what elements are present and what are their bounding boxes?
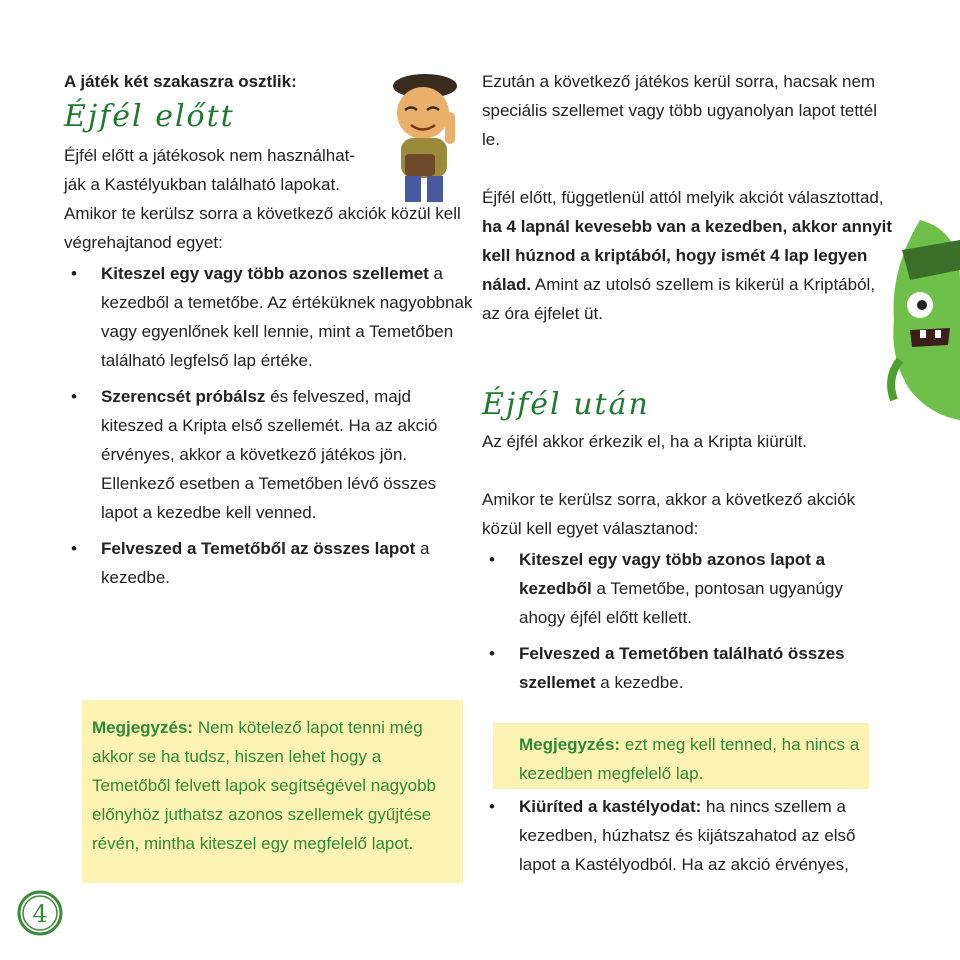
list-item: • Felveszed a Temetőben található összes szellemet a kezedbe. xyxy=(482,639,864,697)
intro-text: A játék két szakaszra osztlik: xyxy=(64,72,297,91)
right-action-list xyxy=(482,545,897,697)
note-text: Nem kötelező lapot tenni még akkor se ha tudsz, hiszen lehet hogy a Temetőből felvett lapok segítségével nagyobb előnyhöz juthatsz azonos szellemek gyűjtése révén, mintha kiteszel egy megfelelő lapot. xyxy=(92,718,437,853)
right-action-list-continued xyxy=(482,792,897,879)
left-action-list xyxy=(64,259,474,592)
paragraph-before-midnight-1: Éjfél előtt a játékosok nem használhat- ják a Kastélyukban található lapokat. xyxy=(64,146,356,194)
page-number-badge xyxy=(16,889,64,937)
note-text: ezt meg kell tenned, ha nincs a kezedben megfelelő lap. xyxy=(519,735,860,783)
list-item: • Kiteszel egy vagy több azonos lapot a kezedből a Temetőbe, pontosan ugyanúgy ahogy éjfél előtt kellett. xyxy=(482,545,864,632)
paragraph-draw-rule: Éjfél előtt, függetlenül attól melyik akciót választottad, ha 4 lapnál kevesebb van a kezedben, akkor annyit kell húznod a kriptából, hogy ismét 4 lap legyen nálad. Amint az utolsó szellem is kikerül a Kriptából, az óra éjfelet üt. xyxy=(482,188,893,323)
note-label: Megjegyzés: xyxy=(92,718,194,737)
right-column xyxy=(482,67,897,697)
heading-before-midnight: Éjfél előtt xyxy=(64,99,235,134)
paragraph-next-player: Ezután a következő játékos kerül sorra, hacsak nem speciális szellemet vagy több ugyanolyan lapot tettél le. xyxy=(482,72,878,149)
paragraph-actions-after: Amikor te kerülsz sorra, akkor a következő akciók közül kell egyet választanod: xyxy=(482,490,856,538)
list-item: • Kiüríted a kastélyodat: ha nincs szellem a kezedben, húzhatsz és kijátszahatod az első lapot a Kastélyodból. Ha az akció érvényes, xyxy=(482,792,864,879)
list-item: • Felveszed a Temetőből az összes lapot a kezedbe. xyxy=(64,534,456,592)
note-label: Megjegyzés: xyxy=(519,735,621,754)
paragraph-after-midnight: Az éjfél akkor érkezik el, ha a Kripta kiürült. xyxy=(482,432,808,451)
ghost-boy-illustration xyxy=(375,68,475,208)
paragraph-actions-intro: Amikor te kerülsz sorra a következő akciók közül kell végrehajtanod egyet: xyxy=(64,204,461,252)
green-ghost-illustration xyxy=(880,210,960,430)
note-box-left xyxy=(82,700,463,883)
list-item: • Szerencsét próbálsz és felveszed, majd kiteszed a Kripta első szellemét. Ha az akció érvényes, akkor a következő játékos jön. Ellenkező esetben a Temetőben lévő összes lapot a kezedbe kell venned. xyxy=(64,382,456,527)
page-number: 4 xyxy=(32,900,48,928)
note-box-right xyxy=(493,723,869,789)
list-item: • Kiteszel egy vagy több azonos szellemet a kezedből a temetőbe. Az értéküknek nagyobbnak vagy egyenlőnek kell lennie, mint a Temetőben található legfelső lap értéke. xyxy=(64,259,476,375)
heading-after-midnight: Éjfél után xyxy=(482,387,650,422)
